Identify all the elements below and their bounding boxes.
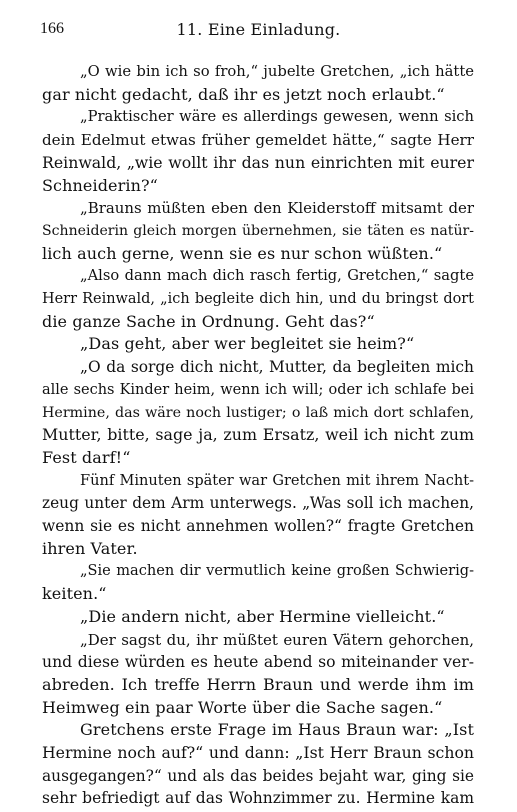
- text-line: „Praktischer wäre es allerdings gewesen, wenn sich: [80, 108, 474, 126]
- text-line: wenn sie es nicht annehmen wollen?“ fragte Gretchen: [42, 517, 474, 535]
- text-line: keiten.“: [42, 584, 107, 604]
- text-line: Herr Reinwald, „ich begleite dich hin, und du bringst dort: [42, 291, 474, 307]
- text-line: Fünf Minuten später war Gretchen mit ihrem Nacht-: [80, 471, 474, 489]
- page-number: 166: [40, 20, 64, 37]
- text-line: Hermine noch auf?“ und dann: „Ist Herr Braun schon: [42, 743, 474, 762]
- chapter-heading: 11. Eine Einladung.: [176, 20, 341, 39]
- text-line: abreden. Ich treffe Herrn Braun und werde ihm im: [42, 674, 474, 694]
- text-line: Fest darf!“: [42, 447, 131, 467]
- text-line: Mutter, bitte, sage ja, zum Ersatz, weil ich nicht zum: [42, 425, 474, 445]
- text-line: Schneiderin gleich morgen übernehmen, sie täten es natür-: [42, 222, 474, 239]
- text-line: „O da sorge dich nicht, Mutter, da begleiten mich: [80, 358, 474, 377]
- text-line: „Der sagst du, ihr müßtet euren Vätern gehorchen,: [80, 630, 474, 649]
- text-line: Schneiderin?“: [42, 175, 158, 195]
- text-line: sehr befriedigt auf das Wohnzimmer zu. Hermine kam: [42, 789, 474, 808]
- text-line: „Also dann mach dich rasch fertig, Gretchen,“ sagte: [80, 267, 474, 285]
- text-line: und diese würden es heute abend so miteinander ver-: [42, 652, 474, 672]
- text-line: gar nicht gedacht, daß ihr es jetzt noch erlaubt.“: [42, 84, 445, 104]
- text-line: „Die andern nicht, aber Hermine vielleicht.“: [80, 606, 445, 626]
- text-line: Gretchens erste Frage im Haus Braun war: „Ist: [80, 720, 474, 740]
- text-line: alle sechs Kinder heim, wenn ich will; oder ich schlafe bei: [42, 381, 474, 398]
- text-line: Heimweg ein paar Worte über die Sache sagen.“: [42, 697, 443, 717]
- text-line: lich auch gerne, wenn sie es nur schon wüßten.“: [42, 243, 443, 263]
- text-line: „O wie bin ich so froh,“ jubelte Gretchen, „ich hätte: [80, 63, 474, 80]
- text-line: ausgegangen?“ und als das beides bejaht war, ging sie: [42, 766, 474, 785]
- text-line: Hermine, das wäre noch lustiger; o laß mich dort schlafen,: [42, 404, 474, 421]
- text-line: Reinwald, „wie wollt ihr das nun einrichten mit eurer: [42, 152, 474, 172]
- text-line: ihren Vater.: [42, 538, 138, 558]
- text-line: „Sie machen dir vermutlich keine großen Schwierig-: [80, 562, 474, 580]
- text-line: dein Edelmut etwas früher gemeldet hätte,“ sagte Herr: [42, 131, 474, 150]
- text-line: „Brauns müßten eben den Kleiderstoff mitsamt der: [80, 199, 474, 218]
- text-line: die ganze Sache in Ordnung. Geht das?“: [42, 311, 375, 331]
- text-line: „Das geht, aber wer begleitet sie heim?“: [80, 334, 415, 354]
- text-line: zeug unter dem Arm unterwegs. „Was soll ich machen,: [42, 494, 474, 513]
